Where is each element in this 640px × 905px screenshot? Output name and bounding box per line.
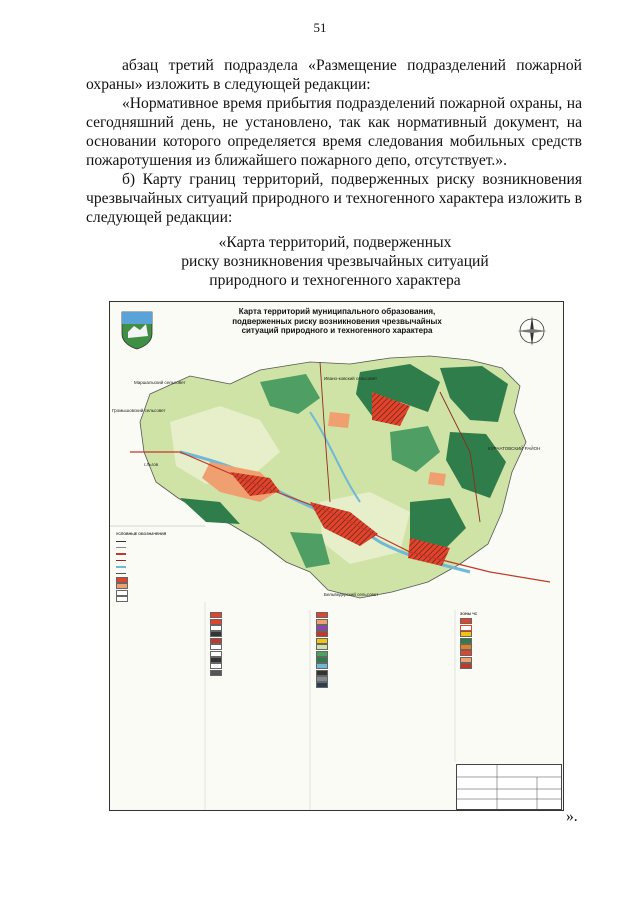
caption-line-1: «Карта территорий, подверженных bbox=[218, 234, 452, 251]
legend-chs-title: ЗОНЫ ЧС bbox=[460, 612, 478, 616]
compass-icon bbox=[515, 314, 549, 348]
coat-of-arms bbox=[120, 310, 154, 350]
legend-chs bbox=[460, 612, 558, 669]
paragraph-1: абзац третий подраздела «Размещение подразделений пожарной охраны» изложить в следующей редакции: bbox=[86, 57, 582, 93]
legend-main bbox=[116, 532, 202, 602]
map-title-line-2: подверженных риску возникновения чрезвычайных bbox=[232, 316, 442, 326]
place-label-lgov: г.Льгов bbox=[144, 462, 159, 467]
legend-title: УСЛОВНЫЕ ОБОЗНАЧЕНИЯ bbox=[116, 532, 167, 536]
closing-quote: ». bbox=[566, 808, 578, 825]
map-title bbox=[208, 307, 466, 336]
title-block-stamp bbox=[456, 764, 562, 810]
hazard-map bbox=[109, 301, 564, 811]
map-caption bbox=[150, 233, 520, 290]
urban-zone bbox=[328, 412, 350, 428]
paragraph-2: «Нормативное время прибытия подразделений пожарной охраны, на сегодняшний день, не установлено, так как нормативный документ, на основании которого определяется время следования мобильных средств пожаротушения из ближайшего пожарного депо, отсутствует.». bbox=[86, 95, 582, 169]
paragraph-3: б) Карту границ территорий, подверженных риску возникновения чрезвычайных ситуаций природного и техногенного характера изложить в следующей редакции: bbox=[86, 171, 582, 226]
map-title-line-1: Карта территорий муниципального образования, bbox=[238, 307, 436, 316]
caption-line-2: риску возникновения чрезвычайных ситуаций bbox=[181, 253, 489, 270]
body-text bbox=[86, 56, 582, 227]
place-label-gromykovsky: Громышовский сельсовет bbox=[112, 408, 166, 413]
place-label-kurchatov: КУРЧАТОВСКИЙ РАЙОН bbox=[488, 446, 541, 451]
place-label-marshal: Маршальский сельсовет bbox=[134, 380, 186, 385]
map-title-line-3: ситуаций природного и техногенного характера bbox=[241, 326, 433, 335]
place-label-belovezh: Бельведерский сельсовет bbox=[324, 592, 379, 597]
caption-line-3: природного и техногенного характера bbox=[209, 272, 461, 289]
page-number: 51 bbox=[313, 20, 327, 35]
urban-zone bbox=[428, 472, 446, 486]
legend-zones bbox=[316, 612, 452, 689]
legend-objects bbox=[210, 612, 306, 676]
place-label-ivan: Ивано-ковский сельсовет bbox=[324, 376, 378, 381]
